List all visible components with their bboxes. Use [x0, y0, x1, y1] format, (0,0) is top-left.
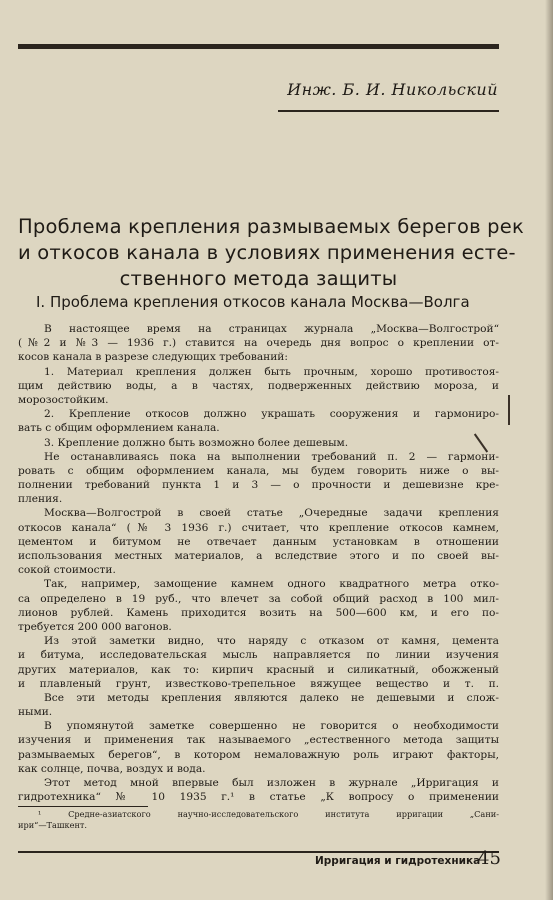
body-line: требуется 200 000 вагонов.: [18, 620, 172, 633]
body-line: 3. Крепление должно быть возможно более дешевым.: [44, 436, 349, 449]
body-line: Москва—Волгострой в своей статье „Очередные задачи крепления: [44, 507, 499, 520]
body-line: ными.: [18, 706, 53, 719]
body-line: В настоящее время на страницах журнала „Москва—Волгострой“: [44, 323, 499, 335]
body-line: косов канала в разрезе следующих требований:: [18, 351, 288, 364]
body-line: использования местных материалов, а вследствие этого и по своей вы-: [18, 550, 499, 562]
body-line: гидротехника“ № 10 1935 г.¹ в статье „К вопросу о применении: [18, 791, 499, 804]
title-line: и откосов канала в условиях применения есте-: [18, 241, 516, 264]
body-line: откосов канала“ (№ 3 1936 г.) считает, что крепление откосов камнем,: [18, 521, 499, 534]
footnote-line: ири“—Ташкент.: [18, 820, 88, 830]
body-line: и плавленый грунт, известково-трепельное вяжущее вещество и т. п.: [18, 677, 499, 690]
author: Инж. Б. И. Никольский: [287, 80, 498, 99]
body-line: вать с общим оформлением канала.: [18, 422, 220, 435]
body-line: 2. Крепление откосов должно украшать сооружения и гармониро-: [44, 408, 499, 421]
body-line: Из этой заметки видно, что наряду с отказом от камня, цемента: [44, 635, 499, 648]
body-line: Так, например, замощение камнем одного квадратного метра отко-: [44, 578, 499, 591]
journal-name: Ирригация и гидротехника: [315, 855, 481, 867]
section-heading: I. Проблема крепления откосов канала Москва—Волга: [36, 293, 470, 311]
body-line: Этот метод мной впервые был изложен в журнале „Ирригация и: [44, 777, 499, 789]
body-line: пления.: [18, 493, 63, 506]
title-line: ственного метода защиты: [119, 267, 398, 290]
body-line: Все эти методы крепления являются далеко не дешевыми и слож-: [44, 691, 499, 704]
body-line: полнении требований пункта 1 и 3 — о прочности и дешевизне кре-: [18, 479, 499, 492]
article-title: [18, 214, 524, 292]
body-line: са определено в 19 руб., что влечет за собой общий расход в 100 мил-: [18, 592, 499, 605]
top-rule: [18, 44, 499, 49]
body-line: сокой стоимости.: [18, 564, 116, 577]
footer-rule: [18, 851, 499, 853]
body-line: лионов рублей. Камень приходится возить на 500—600 км, и его по-: [18, 606, 499, 619]
body-line: изучения и применения так называемого „естественного метода защиты: [18, 734, 499, 747]
body-line: как солнце, почва, воздух и вода.: [18, 762, 206, 775]
body-line: других материалов, как то: кирпич красный и силикатный, обожженый: [18, 663, 499, 676]
body-line: морозостойким.: [18, 393, 109, 406]
body-line: и битума, исследовательская мысль направляется по линии изучения: [18, 649, 499, 662]
body-line: Не останавливаясь пока на выполнении требований п. 2 — гармони-: [44, 450, 499, 463]
page-edge-shadow: [545, 0, 553, 900]
body-line: размываемых берегов“, в котором немаловажную роль играют факторы,: [18, 748, 499, 761]
margin-pencil-mark: [508, 395, 510, 425]
footnote-rule: [18, 806, 148, 807]
footnote: [18, 809, 499, 831]
body-line: (№2 и №3 — 1936 г.) ставится на очередь дня вопрос о креплении от-: [18, 337, 499, 350]
author-underline: [278, 110, 499, 112]
title-line: Проблема крепления размываемых берегов рек: [18, 215, 524, 238]
page-number: 45: [478, 848, 501, 869]
body-line: В упомянутой заметке совершенно не говорится о необходимости: [44, 720, 499, 733]
body-line: ровать с общим оформлением канала, мы будем говорить ниже о вы-: [18, 464, 499, 477]
footnote-line: ¹ Средне-азиатского научно-исследовательского института ирригации „Сани-: [38, 809, 499, 819]
body-text: [18, 322, 499, 804]
body-line: 1. Материал крепления должен быть прочным, хорошо противостоя-: [44, 365, 499, 378]
body-line: цементом и битумом не отвечает данным установкам в отношении: [18, 535, 499, 548]
body-line: щим действию воды, а в частях, подверженных действию мороза, и: [18, 379, 499, 392]
